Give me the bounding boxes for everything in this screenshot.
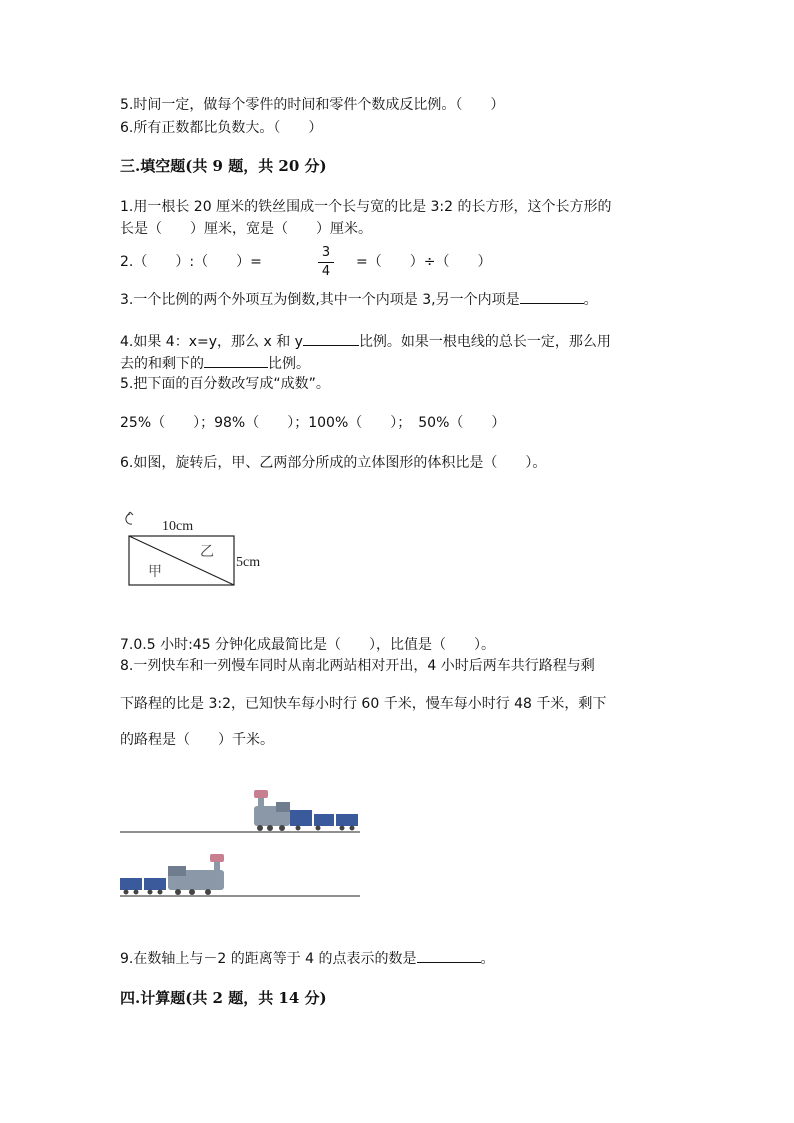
fraction-numerator: 3 (321, 245, 331, 260)
fill-question-9-end: 。 (480, 951, 495, 967)
fill-question-4-part-a: 4.如果 4：x=y，那么 x 和 y (120, 334, 303, 350)
fill-question-4-line-2 (120, 355, 310, 373)
side-length-label: 5cm (236, 555, 261, 570)
fill-question-1-line-2: 长是（ ）厘米，宽是（ ）厘米。 (120, 221, 372, 237)
fill-question-8-line-2: 下路程的比是 3:2，已知快车每小时行 60 千米，慢车每小时行 48 千米，剩下 (120, 696, 607, 712)
top-length-label: 10cm (162, 519, 194, 534)
answer-blank[interactable] (303, 333, 359, 346)
fill-question-8-line-1: 8.一列快车和一列慢车同时从南北两站相对开出，4 小时后两车共行路程与剩 (120, 658, 595, 674)
fraction-three-quarters (318, 246, 334, 279)
fill-question-9 (120, 950, 495, 968)
fill-question-3-text: 3.一个比例的两个外项互为倒数,其中一个内项是 3,另一个内项是 (120, 292, 520, 308)
judgement-question-5: 5.时间一定，做每个零件的时间和零件个数成反比例。（ ） (120, 97, 505, 113)
answer-blank[interactable] (520, 291, 584, 304)
answer-blank[interactable] (417, 950, 481, 963)
rotation-rectangle-figure (118, 508, 288, 590)
fill-question-9-text: 9.在数轴上与－2 的距离等于 4 的点表示的数是 (120, 951, 417, 967)
fill-question-2-right: =（ ）÷（ ） (356, 254, 492, 270)
fraction-bar (318, 262, 334, 263)
fill-question-4-line-1 (120, 333, 611, 351)
part-jia-label: 甲 (148, 564, 162, 580)
fill-question-2-left: 2.（ ）:（ ）= (120, 254, 262, 270)
rectangle-diagonal (129, 536, 234, 585)
judgement-question-6: 6.所有正数都比负数大。（ ） (120, 120, 323, 136)
fill-question-8-line-3: 的路程是（ ）千米。 (120, 732, 274, 748)
fast-train-icon (254, 790, 358, 831)
section-4-heading: 四.计算题(共 2 题，共 14 分) (120, 989, 327, 1007)
fill-question-1-line-1: 1.用一根长 20 厘米的铁丝围成一个长与宽的比是 3:2 的长方形，这个长方形的 (120, 199, 612, 215)
fill-question-4-part-d: 比例。 (268, 356, 310, 372)
section-3-heading: 三.填空题(共 9 题，共 20 分) (120, 157, 327, 175)
fill-question-5-items: 25%（ ）；98%（ ）；100%（ ）； 50%（ ） (120, 415, 506, 431)
fill-question-4-part-c: 去的和剩下的 (120, 356, 204, 372)
fill-question-4-part-b: 比例。如果一根电线的总长一定，那么用 (358, 334, 611, 350)
slow-train-icon (120, 854, 224, 895)
part-yi-label: 乙 (200, 544, 214, 560)
fill-question-3 (120, 291, 598, 309)
fill-question-5: 5.把下面的百分数改写成“成数”。 (120, 376, 330, 392)
fraction-denominator: 4 (321, 264, 331, 279)
fill-question-7: 7.0.5 小时:45 分钟化成最简比是（ ），比值是（ ）。 (120, 637, 496, 653)
answer-blank[interactable] (204, 355, 268, 368)
fill-question-6: 6.如图，旋转后，甲、乙两部分所成的立体图形的体积比是（ ）。 (120, 455, 547, 471)
fill-question-3-end: 。 (583, 292, 598, 308)
trains-illustration (118, 786, 364, 902)
